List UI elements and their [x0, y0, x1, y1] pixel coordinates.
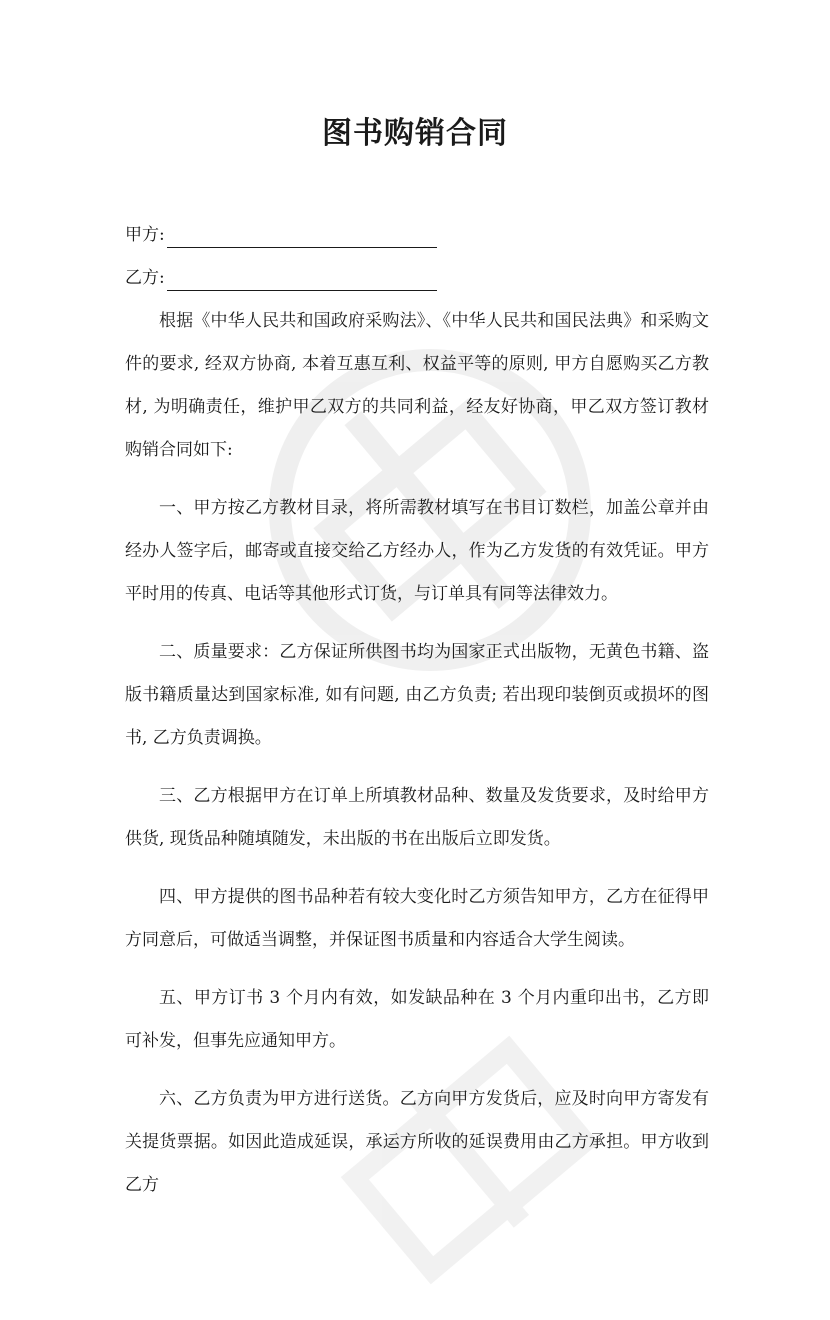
party-b-row — [125, 265, 437, 291]
party-a-row — [125, 222, 437, 248]
paragraph-preamble: 根据《中华人民共和国政府采购法》、《中华人民共和国民法典》和采购文件的要求, 经双方协商, 本着互惠互利、权益平等的原则, 甲方自愿购买乙方教材, 为明确责任，维护甲乙双方的共同利益，经友好协商，甲乙双方签订教材购销合同如下: — [125, 311, 709, 460]
party-b-label: 乙方: — [125, 268, 165, 288]
paragraph-clause-5: 五、甲方订书 3 个月内有效，如发缺品种在 3 个月内重印出书，乙方即可补发，但事先应通知甲方。 — [125, 988, 709, 1051]
paragraph-clause-6: 六、乙方负责为甲方进行送货。乙方向甲方发货后，应及时向甲方寄发有关提货票据。如因此造成延误，承运方所收的延误费用由乙方承担。甲方收到乙方 — [125, 1089, 709, 1195]
paragraph-clause-2: 二、质量要求：乙方保证所供图书均为国家正式出版物，无黄色书籍、盗版书籍质量达到国家标准, 如有问题, 由乙方负责; 若出现印装倒页或损坏的图书, 乙方负责调换。 — [125, 642, 709, 748]
paragraph-clause-3: 三、乙方根据甲方在订单上所填教材品种、数量及发货要求，及时给甲方供货, 现货品种随填随发，未出版的书在出版后立即发货。 — [125, 786, 709, 849]
paragraph-clause-1: 一、甲方按乙方教材目录，将所需教材填写在书目订数栏，加盖公章并由经办人签字后，邮寄或直接交给乙方经办人，作为乙方发货的有效凭证。甲方平时用的传真、电话等其他形式订货，与订单具有同等法律效力。 — [125, 498, 709, 604]
party-a-blank-line[interactable] — [167, 227, 437, 248]
party-a-label: 甲方: — [125, 225, 165, 245]
paragraph-clause-4: 四、甲方提供的图书品种若有较大变化时乙方须告知甲方，乙方在征得甲方同意后，可做适当调整，并保证图书质量和内容适合大学生阅读。 — [125, 887, 709, 950]
document-title: 图书购销合同 — [322, 116, 508, 151]
contract-body — [125, 300, 709, 1222]
party-b-blank-line[interactable] — [167, 270, 437, 291]
